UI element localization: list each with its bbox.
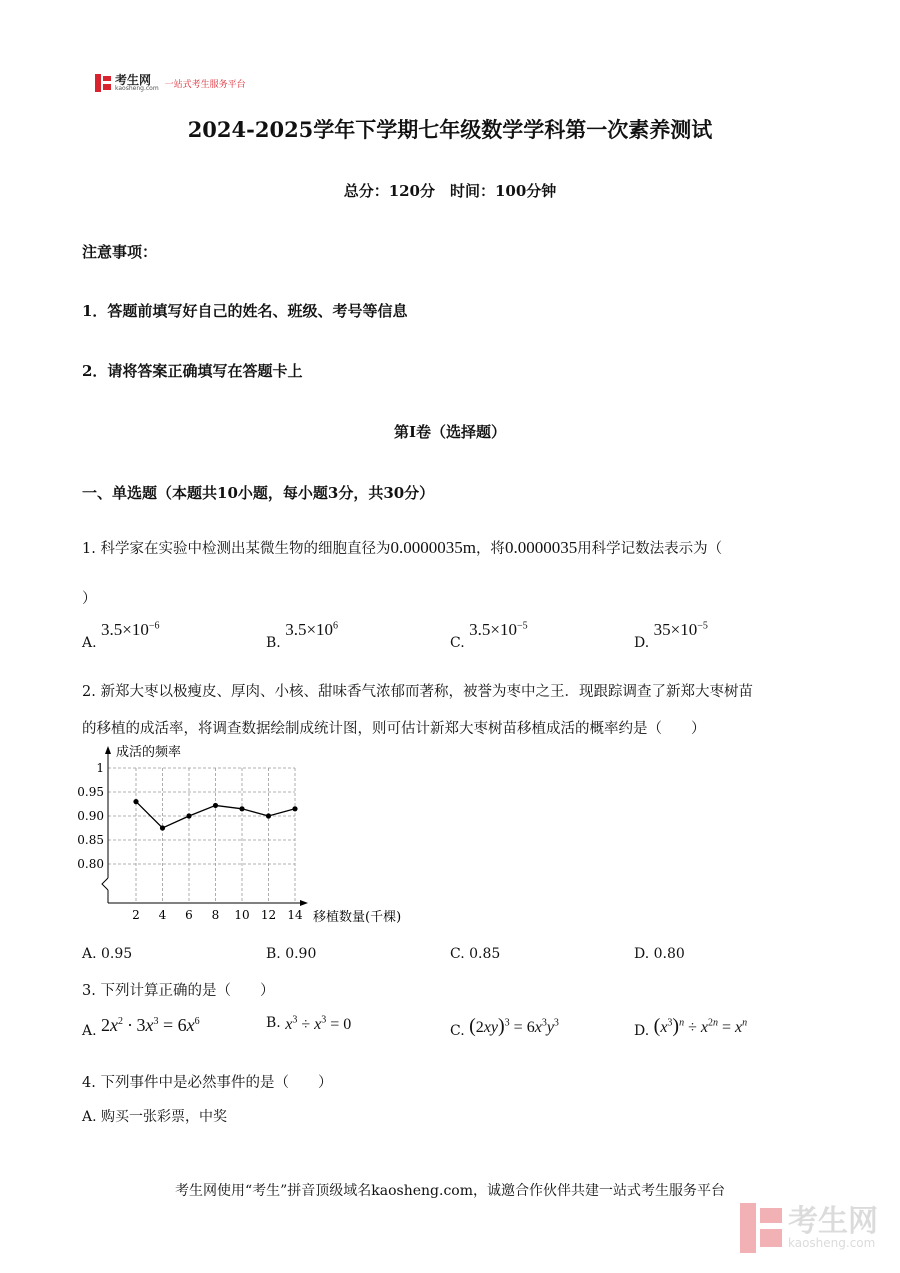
y-tick-label: 0.95: [77, 785, 104, 799]
question-3-option-a[interactable]: [82, 1015, 200, 1039]
option-a-value: $3.5\times 10^{-6}$: [101, 620, 160, 639]
q3-option-a-label: A.: [82, 1023, 97, 1039]
question-2-option-c[interactable]: C. 0.85: [450, 946, 501, 962]
y-axis-arrow: [105, 746, 111, 754]
question-4-option-a[interactable]: A. 购买一张彩票，中奖: [82, 1109, 228, 1125]
data-point: [133, 799, 138, 804]
q3-option-c-label: C.: [450, 1023, 465, 1039]
option-d-value: $35\times 10^{-5}$: [653, 620, 708, 639]
kaosheng-watermark: [740, 1203, 878, 1253]
question-1-text-c: 用科学记数法表示为（: [577, 541, 723, 557]
x-tick-label: 14: [287, 908, 303, 922]
x-tick-label: 6: [185, 908, 193, 922]
option-b-value: $3.5\times 10^6$: [285, 620, 339, 639]
x-tick-label: 12: [260, 908, 277, 922]
x-axis-label: 移植数量(千棵): [313, 910, 402, 925]
q3-option-d-label: D.: [634, 1023, 650, 1039]
question-2-option-b[interactable]: B. 0.90: [266, 946, 317, 962]
y-tick-label: 0.80: [77, 857, 104, 871]
question-1: [82, 537, 722, 558]
kaosheng-logo: [95, 72, 246, 94]
question-1-value-a: 0.0000035m: [390, 538, 476, 557]
question-4-number: 4.: [82, 1075, 96, 1091]
score-time: 总分：120分 时间：100分钟: [343, 182, 557, 200]
x-tick-label: 8: [211, 908, 220, 922]
question-1-text-b: ，将: [475, 541, 505, 557]
option-c-value: $3.5\times 10^{-5}$: [469, 620, 528, 639]
question-3-option-c[interactable]: [450, 1015, 559, 1038]
volume-title: 第Ⅰ卷（选择题）: [393, 423, 507, 441]
x-axis-arrow: [300, 900, 308, 906]
question-1-option-c[interactable]: [450, 620, 528, 651]
footer-text: 考生网使用“考生”拼音顶级域名kaosheng.com，诚邀合作伙伴共建一站式考生服务平台: [174, 1183, 726, 1199]
question-4: [82, 1071, 332, 1092]
exam-title: 2024-2025学年下学期七年级数学学科第一次素养测试: [187, 117, 713, 142]
notice-item-1: 1．答题前填写好自己的姓名、班级、考号等信息: [82, 302, 408, 320]
y-axis-break: [102, 878, 108, 890]
chart-labels: [77, 744, 401, 925]
option-c-label: C.: [450, 635, 465, 651]
x-tick-label: 2: [132, 908, 140, 922]
y-tick-label: 0.90: [77, 809, 104, 823]
logo-url: kaosheng.com: [115, 85, 159, 92]
question-2-number: 2.: [82, 684, 96, 700]
chart-axes: [102, 746, 308, 906]
question-3-number: 3.: [82, 983, 96, 999]
q3-option-b-formula: $x^3 \div x^3 = 0$: [285, 1015, 352, 1034]
question-1-number: 1.: [82, 541, 96, 557]
question-2-option-d[interactable]: D. 0.80: [634, 946, 685, 962]
option-a-label: A.: [82, 635, 97, 651]
question-3-option-b[interactable]: [266, 1015, 351, 1034]
question-4-text: 下列事件中是必然事件的是（ ）: [100, 1075, 333, 1091]
kaosheng-watermark-icon: [740, 1203, 782, 1253]
question-1-option-a[interactable]: [82, 620, 160, 651]
question-1-option-d[interactable]: [634, 620, 708, 651]
question-3-option-d[interactable]: [634, 1015, 747, 1038]
data-point: [160, 825, 165, 830]
question-1-value-b: 0.0000035: [504, 538, 578, 557]
question-3-options: [82, 1015, 842, 1055]
section-title: 一、单选题（本题共10小题，每小题3分，共30分）: [82, 484, 435, 502]
survival-rate-chart: [77, 740, 440, 930]
kaosheng-logo-icon: [95, 74, 111, 92]
x-tick-label: 10: [234, 908, 250, 922]
question-3: [82, 979, 274, 1000]
question-1-options: [82, 620, 842, 652]
option-b-label: B.: [266, 635, 281, 651]
data-point: [213, 803, 218, 808]
data-point: [292, 806, 297, 811]
notice-item-2: 2．请将答案正确填写在答题卡上: [82, 362, 303, 380]
x-tick-label: 4: [158, 908, 167, 922]
question-1-option-b[interactable]: [266, 620, 339, 651]
data-point: [239, 806, 244, 811]
q3-option-a-formula: $2x^2 \cdot 3x^3 = 6x^6$: [101, 1015, 200, 1035]
question-2-line-1: [82, 680, 753, 701]
question-2-text-1: 新郑大枣以极瘦皮、厚肉、小核、甜味香气浓郁而著称，被誉为枣中之王．现跟踪调查了新郑大枣树苗: [100, 684, 753, 700]
question-2-option-a[interactable]: A. 0.95: [82, 946, 133, 962]
question-1-text-a: 科学家在实验中检测出某微生物的细胞直径为: [100, 541, 391, 557]
y-tick-label: 1: [96, 761, 104, 775]
notice-title: 注意事项：: [82, 243, 158, 261]
q3-option-c-formula: $(2xy)^3 = 6x^3y^3$: [469, 1015, 559, 1037]
watermark-url: kaosheng.com: [788, 1236, 876, 1250]
y-axis-label: 成活的频率: [116, 745, 182, 760]
data-point: [266, 813, 271, 818]
watermark-name: 考生网: [788, 1204, 878, 1239]
chart-grid: [108, 768, 295, 903]
logo-slogan: 一站式考生服务平台: [164, 79, 246, 90]
question-3-text: 下列计算正确的是（ ）: [100, 983, 275, 999]
q3-option-d-formula: $(x^3)^n \div x^{2n} = x^n$: [653, 1015, 748, 1037]
q3-option-b-label: B.: [266, 1015, 281, 1032]
option-d-label: D.: [634, 635, 650, 651]
question-2-line-2: 的移植的成活率，将调查数据绘制成统计图，则可估计新郑大枣树苗移植成活的概率约是（ ）: [82, 721, 706, 737]
logo-name: 考生网: [115, 73, 152, 87]
question-1-close-paren: ）: [82, 591, 97, 607]
y-tick-label: 0.85: [77, 833, 104, 847]
data-point: [186, 813, 191, 818]
